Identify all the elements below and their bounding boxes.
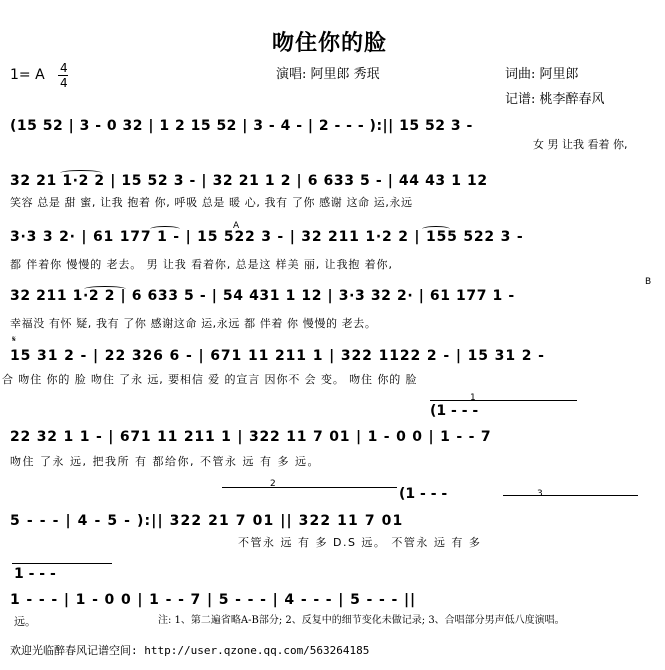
- score-row-5-notes: 15 31 2 - | 22 326 6 - | 671 11 211 1 | 322 1122 2 - | 15 31 2 -: [10, 348, 545, 364]
- score-row-5-lyrics: 合 吻住 你的 脸 吻住 了永 远, 要相信 爱 的宣言 因你不 会 变。 吻住 你的 脸: [2, 373, 418, 386]
- volta-final-bracket: [12, 563, 112, 564]
- tie-row-4: [150, 226, 180, 232]
- volta-1-bracket: [430, 400, 577, 401]
- singer-credit: 演唱: 阿里郎 秀珉: [276, 67, 380, 82]
- time-signature-bottom: 4: [60, 76, 68, 90]
- score-row-7-lyrics: 不管永 远 有 多 D.S 远。 不管永 远 有 多: [238, 536, 482, 549]
- score-row-1-notes: (15 52 | 3 - 0 32 | 1 2 15 52 | 3 - 4 - | 2 - - - ):|| 15 52 3 -: [10, 118, 473, 134]
- volta-2-label: 2: [270, 479, 276, 489]
- score-row-1-lyrics: 女 男 让我 看着 你,: [533, 138, 628, 151]
- volta-1-label: 1: [470, 393, 476, 403]
- composer-credit: 词曲: 阿里郎: [505, 67, 579, 82]
- time-signature-top: 4: [60, 61, 68, 75]
- score-row-8-notes: 1 - - - | 1 - 0 0 | 1 - - 7 | 5 - - - | 4 - - - | 5 - - - ||: [10, 592, 416, 608]
- score-row-7-notes: 5 - - - | 4 - 5 - ):|| 322 21 7 01 || 322 11 7 01: [10, 513, 404, 529]
- marker-b: B: [645, 277, 652, 287]
- volta-3-label: 3: [537, 489, 543, 499]
- score-row-3-notes: 3·3 3 2· | 61 177 1 - | 15 522 3 - | 32 211 1·2 2 | 155 522 3 -: [10, 229, 524, 245]
- volta-final-notes: 1 - - -: [14, 566, 56, 582]
- score-row-8-lyrics: 远。: [14, 615, 36, 628]
- transcriber-credit: 记谱: 桃李醉春风: [505, 92, 605, 107]
- volta-2-notes: (1 - - -: [399, 486, 448, 502]
- tie-row-1: [60, 170, 102, 176]
- marker-a: A: [233, 221, 240, 231]
- key-signature: 1= A: [10, 67, 45, 83]
- tie-row-3: [84, 286, 126, 292]
- footnote: 注: 1、第二遍省略A-B部分; 2、反复中的细节变化未做记录; 3、合唱部分男声低八度演唱。: [158, 615, 565, 626]
- volta-1-notes: (1 - - -: [430, 403, 479, 419]
- score-row-4-notes: 32 211 1·2 2 | 6 633 5 - | 54 431 1 12 | 3·3 32 2· | 61 177 1 -: [10, 288, 515, 304]
- score-row-6-lyrics: 吻住 了永 远, 把我所 有 都给你, 不管永 远 有 多 远。: [10, 455, 320, 468]
- volta-3-bracket: [503, 495, 638, 496]
- footer-link[interactable]: 欢迎光临醉春风记谱空间: http://user.qzone.qq.com/563264185: [10, 644, 370, 657]
- score-row-3-lyrics: 都 伴着你 慢慢的 老去。 男 让我 看着你, 总是这 样美 丽, 让我抱 着你,: [10, 258, 393, 271]
- volta-2-bracket: [222, 487, 397, 488]
- score-row-4-lyrics: 幸福没 有怀 疑, 我有 了你 感谢这命 运,永远 都 伴着 你 慢慢的 老去。: [10, 317, 377, 330]
- score-row-2-notes: 32 21 1·2 2 | 15 52 3 - | 32 21 1 2 | 6 633 5 - | 44 43 1 12: [10, 173, 488, 189]
- song-title: 吻住你的脸: [272, 30, 388, 56]
- segno-marker: 𝄋: [12, 335, 16, 345]
- tie-row-2: [422, 226, 450, 232]
- score-row-2-lyrics: 笑容 总是 甜 蜜, 让我 抱着 你, 呼吸 总是 暖 心, 我有 了你 感谢 这命 运,永远: [10, 196, 413, 209]
- score-row-6-notes: 22 32 1 1 - | 671 11 211 1 | 322 11 7 01 | 1 - 0 0 | 1 - - 7: [10, 429, 492, 445]
